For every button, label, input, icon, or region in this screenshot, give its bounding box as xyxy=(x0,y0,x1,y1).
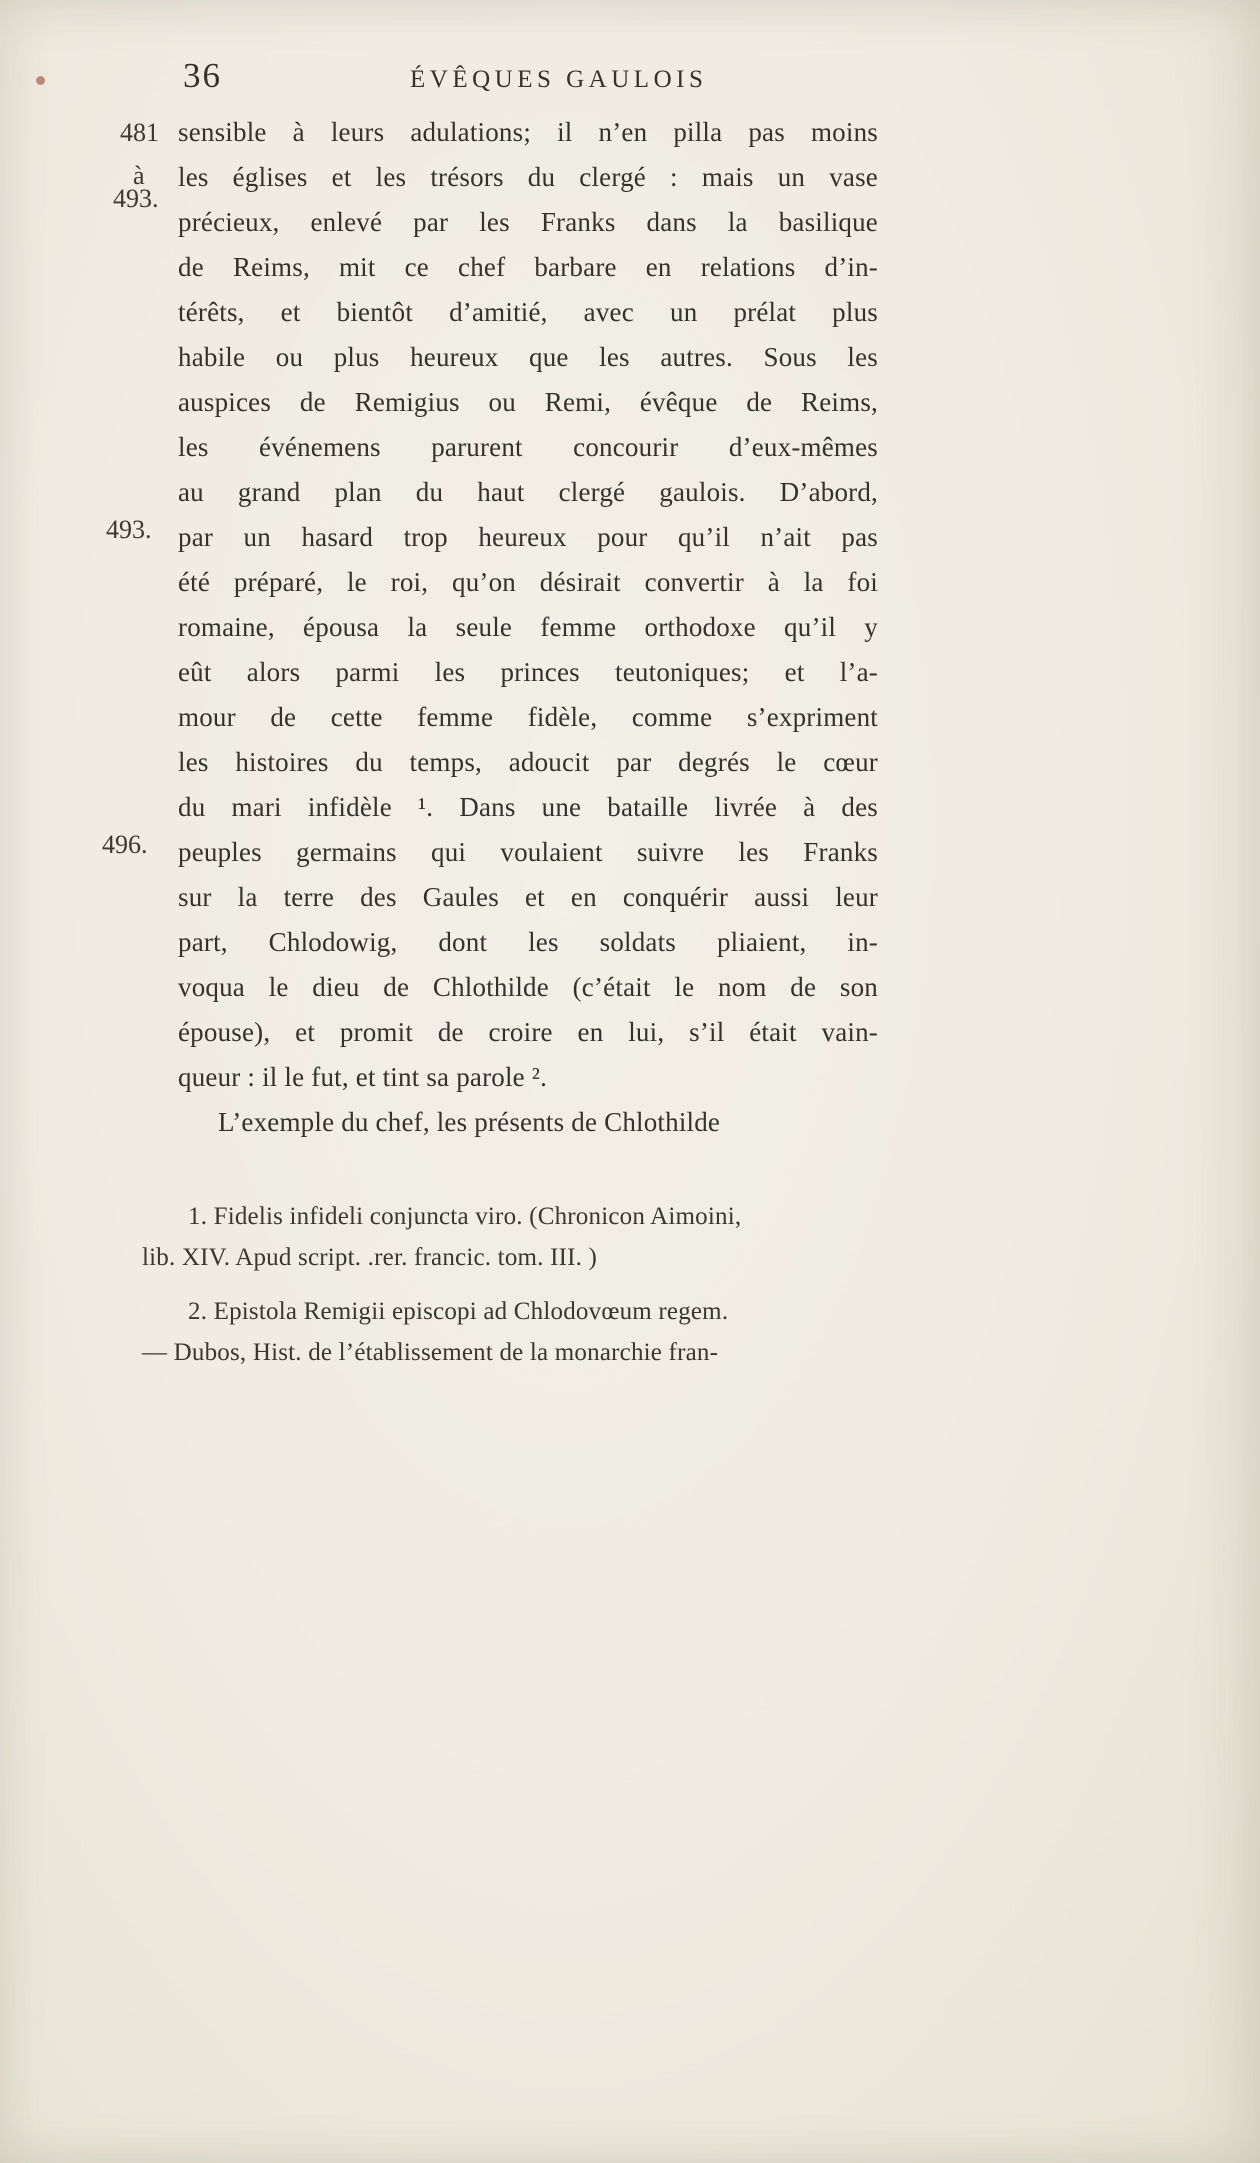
body-line: auspices de Remigius ou Remi, évêque de Reims, xyxy=(178,387,878,417)
body-line: par un hasard trop heureux pour qu’il n’ait pas xyxy=(178,522,878,552)
footnotes xyxy=(142,1196,884,1373)
body-line: été préparé, le roi, qu’on désirait convertir à la foi xyxy=(178,567,878,597)
body-line: de Reims, mit ce chef barbare en relations d’in- xyxy=(178,252,878,282)
body-line: sur la terre des Gaules et en conquérir aussi leur xyxy=(178,882,878,912)
body-line: les églises et les trésors du clergé : mais un vase xyxy=(178,162,878,192)
margin-note-year-start: 481 xyxy=(120,118,159,147)
body-line: voqua le dieu de Chlothilde (c’était le nom de son xyxy=(178,972,878,1002)
body-line: du mari infidèle ¹. Dans une bataille livrée à des xyxy=(178,792,878,822)
body-text xyxy=(178,110,878,1145)
page-number: 36 xyxy=(183,56,222,95)
body-line: les événemens parurent concourir d’eux-mêmes xyxy=(178,432,878,462)
body-line-paragraph-start: L’exemple du chef, les présents de Chlothilde xyxy=(218,1107,721,1137)
margin-note-year-to: à xyxy=(133,161,145,190)
body-line: au grand plan du haut clergé gaulois. D’abord, xyxy=(178,477,878,507)
paper-speck xyxy=(36,76,45,85)
footnote-line: lib. XIV. Apud script. .rer. francic. tom. III. ) xyxy=(142,1244,598,1271)
body-line: mour de cette femme fidèle, comme s’expriment xyxy=(178,702,878,732)
body-line: les histoires du temps, adoucit par degrés le cœur xyxy=(178,747,878,777)
running-header: ÉVÊQUES GAULOIS xyxy=(410,66,708,93)
body-line: part, Chlodowig, dont les soldats pliaient, in- xyxy=(178,927,878,957)
body-line: peuples germains qui voulaient suivre les Franks xyxy=(178,837,878,867)
footnote-line: 1. Fidelis infideli conjuncta viro. (Chronicon Aimoini, xyxy=(188,1203,742,1230)
footnote-line: — Dubos, Hist. de l’établissement de la monarchie fran- xyxy=(142,1339,719,1366)
body-line: épouse), et promit de croire en lui, s’il était vain- xyxy=(178,1017,878,1047)
margin-note-year-493: 493. xyxy=(106,515,152,544)
body-line: térêts, et bientôt d’amitié, avec un prélat plus xyxy=(178,297,878,327)
body-line: romaine, épousa la seule femme orthodoxe qu’il y xyxy=(178,612,878,642)
footnote-line: 2. Epistola Remigii episcopi ad Chlodovœum regem. xyxy=(188,1298,729,1325)
body-line: habile ou plus heureux que les autres. Sous les xyxy=(178,342,878,372)
body-line: précieux, enlevé par les Franks dans la basilique xyxy=(178,207,878,237)
margin-note-year-end: 493. xyxy=(113,184,159,213)
body-line: queur : il le fut, et tint sa parole ². xyxy=(178,1062,548,1092)
body-line: sensible à leurs adulations; il n’en pilla pas moins xyxy=(178,117,878,147)
margin-note-year-496: 496. xyxy=(102,830,148,859)
body-line: eût alors parmi les princes teutoniques; et l’a- xyxy=(178,657,878,687)
